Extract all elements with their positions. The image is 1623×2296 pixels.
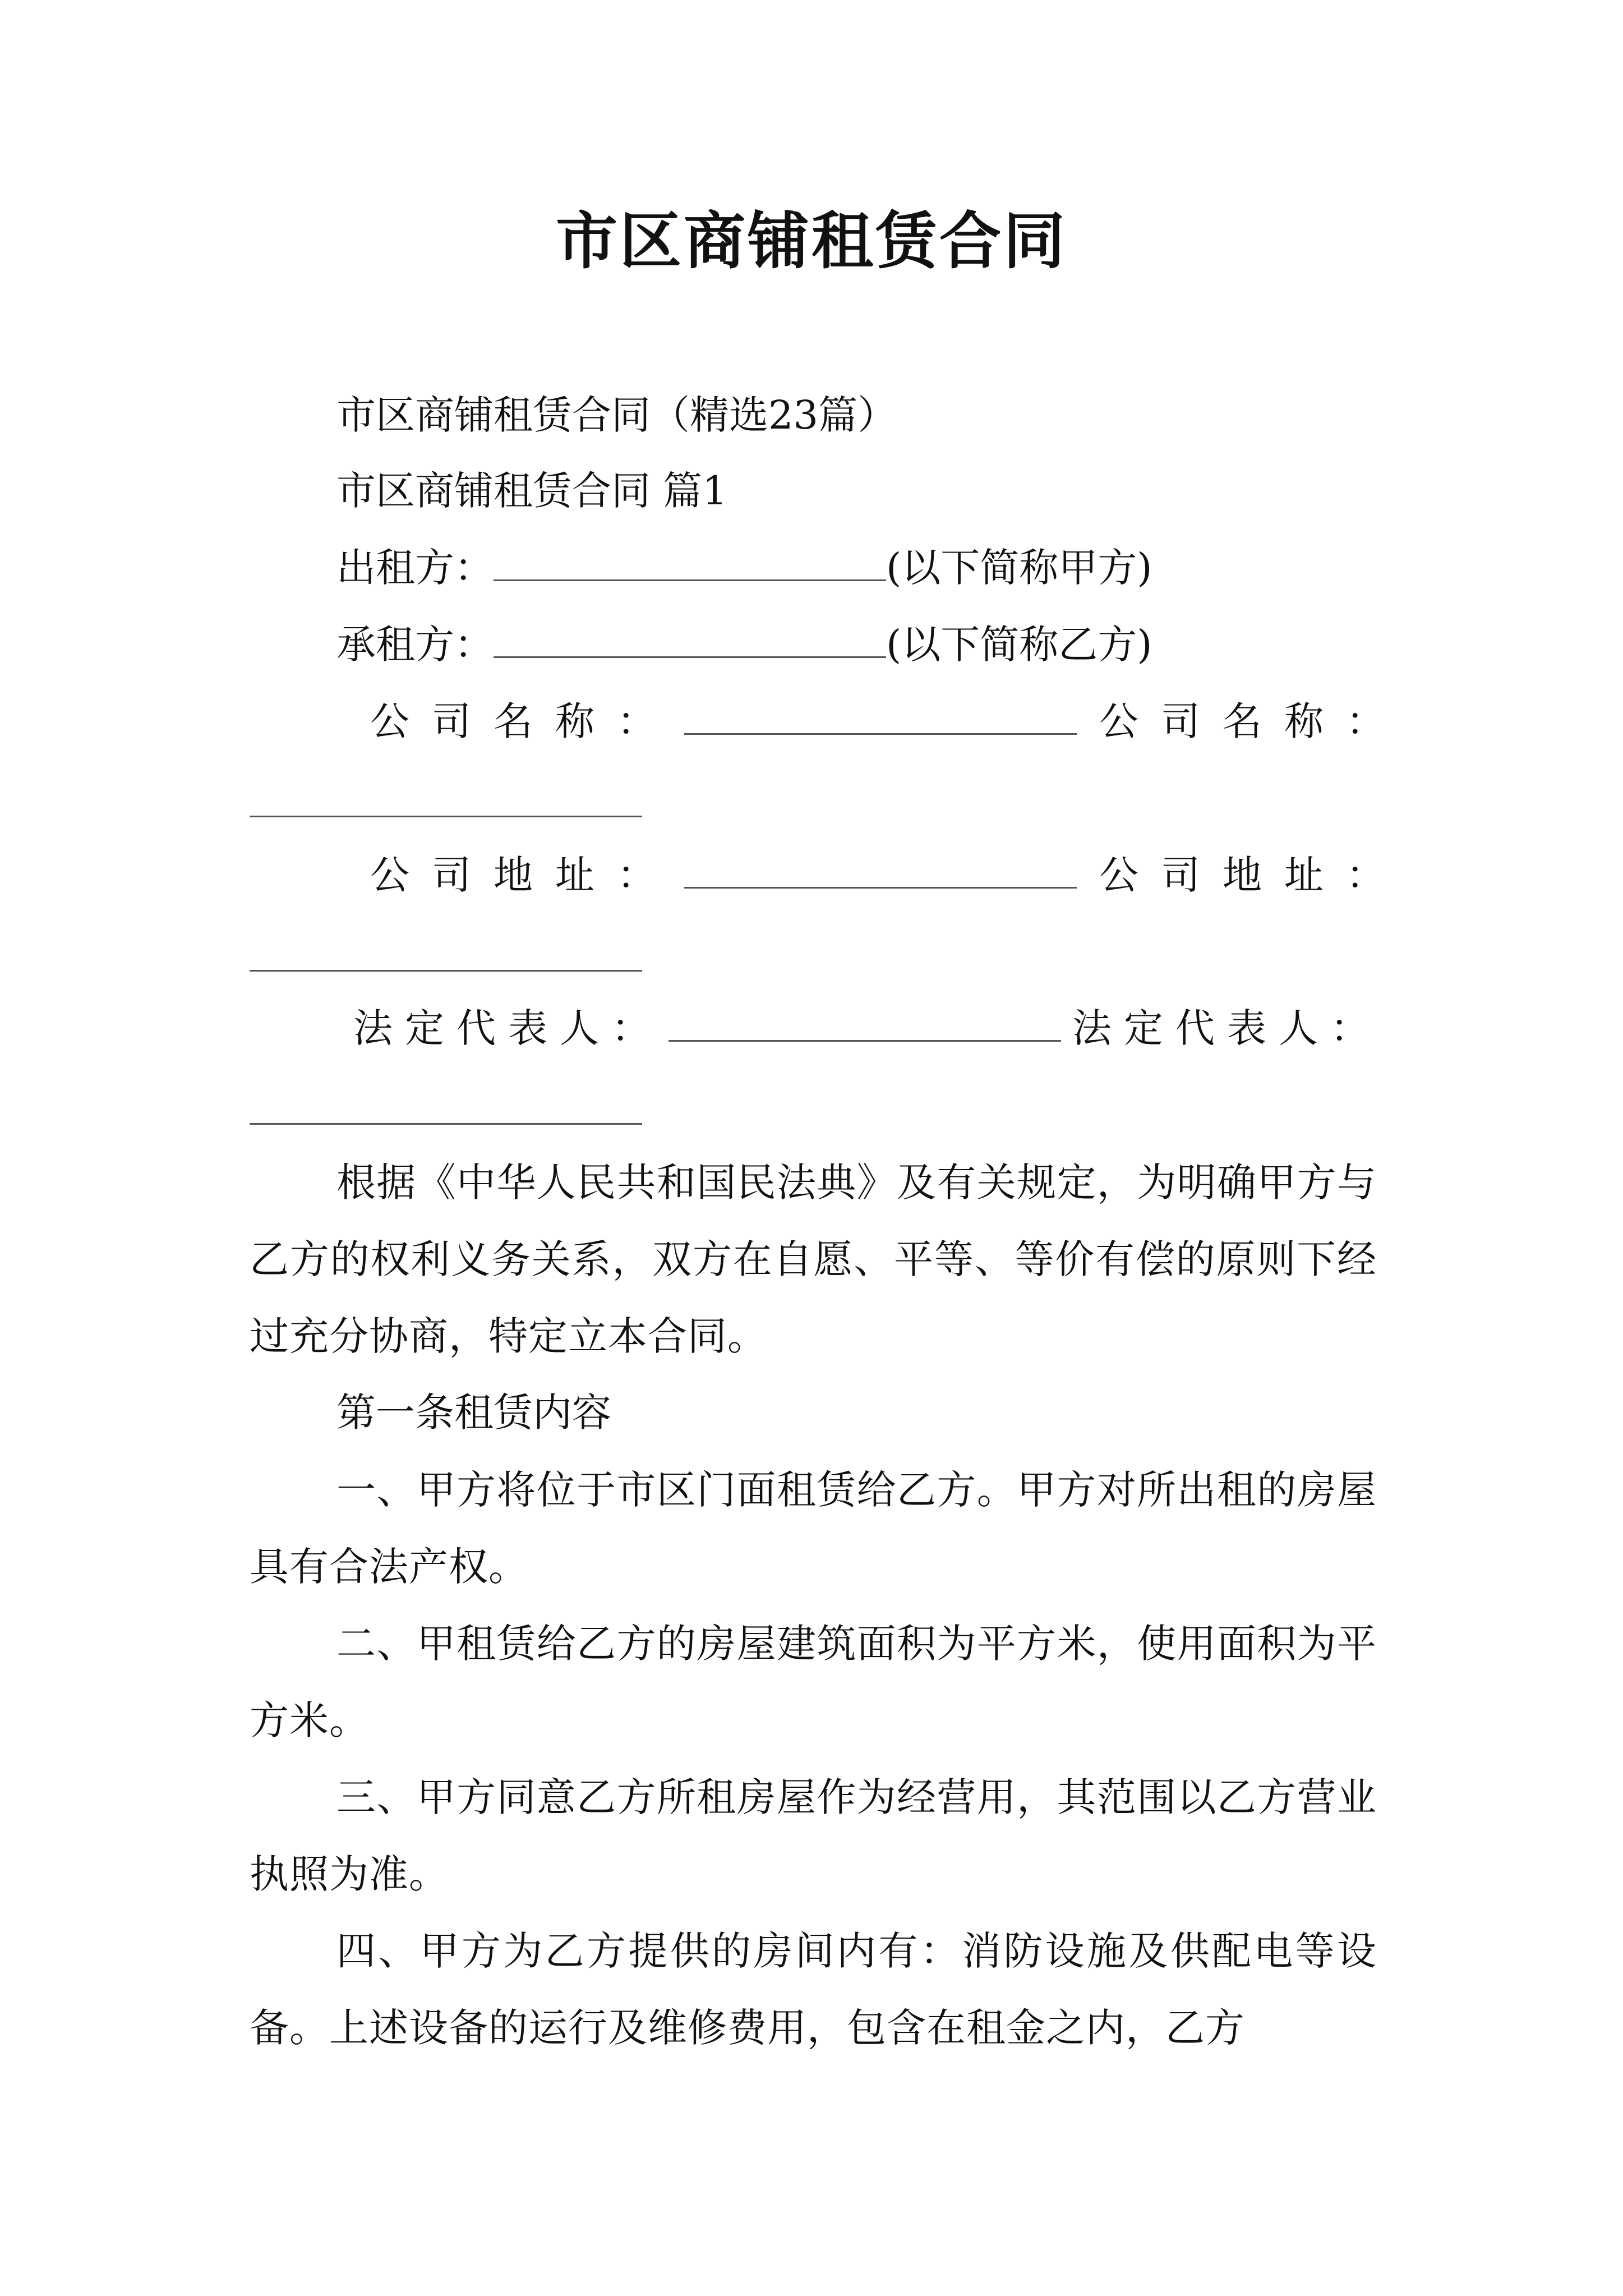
company-address-blank-b[interactable] bbox=[250, 968, 642, 972]
company-address-blank-a[interactable] bbox=[684, 848, 1077, 889]
legal-rep-label-a: 法定代表人： bbox=[353, 1005, 663, 1051]
company-address-label-a: 公司地址： bbox=[370, 852, 679, 898]
article1-item1: 一、甲方将位于市区门面租赁给乙方。甲方对所出租的房屋具有合法产权。 bbox=[250, 1467, 1377, 1590]
lessee-line bbox=[336, 616, 1152, 673]
article1-item3: 三、甲方同意乙方所租房屋作为经营用，其范围以乙方营业执照为准。 bbox=[250, 1774, 1377, 1897]
company-name-blank-a[interactable] bbox=[684, 694, 1077, 735]
article1-title: 第一条租赁内容 bbox=[336, 1389, 611, 1435]
lessee-label: 承租方： bbox=[336, 622, 494, 668]
lessor-line bbox=[336, 540, 1152, 596]
legal-rep-blank-b[interactable] bbox=[250, 1121, 642, 1125]
section-heading: 市区商铺租赁合同 篇1 bbox=[336, 468, 727, 514]
article1-item4: 四、甲方为乙方提供的房间内有：消防设施及供配电等设备。上述设备的运行及维修费用，包含在租金之内，乙方 bbox=[250, 1928, 1377, 2051]
legal-rep-blank-a[interactable] bbox=[668, 1001, 1061, 1042]
legal-rep-line bbox=[353, 1000, 1382, 1056]
company-name-label-b: 公司名称： bbox=[1099, 698, 1408, 744]
lessor-label: 出租方： bbox=[336, 545, 494, 591]
legal-rep-label-b: 法定代表人： bbox=[1072, 1005, 1382, 1051]
lessor-suffix: (以下简称甲方) bbox=[886, 545, 1152, 591]
company-name-label-a: 公司名称： bbox=[370, 698, 679, 744]
company-name-line bbox=[370, 693, 1408, 749]
intro-paragraph: 根据《中华人民共和国民法典》及有关规定，为明确甲方与乙方的权利义务关系，双方在自愿、平等、等价有偿的原则下经过充分协商，特定立本合同。 bbox=[250, 1159, 1377, 1359]
company-name-blank-b[interactable] bbox=[250, 813, 642, 817]
lessor-blank[interactable] bbox=[494, 540, 886, 581]
company-address-line bbox=[370, 847, 1408, 903]
lessee-suffix: (以下简称乙方) bbox=[886, 622, 1152, 668]
article1-item2: 二、甲租赁给乙方的房屋建筑面积为平方米，使用面积为平方米。 bbox=[250, 1621, 1377, 1743]
document-title: 市区商铺租赁合同 bbox=[556, 205, 1067, 277]
document-subtitle: 市区商铺租赁合同（精选23篇） bbox=[336, 392, 897, 438]
company-address-label-b: 公司地址： bbox=[1099, 852, 1408, 898]
lessee-blank[interactable] bbox=[494, 617, 886, 658]
